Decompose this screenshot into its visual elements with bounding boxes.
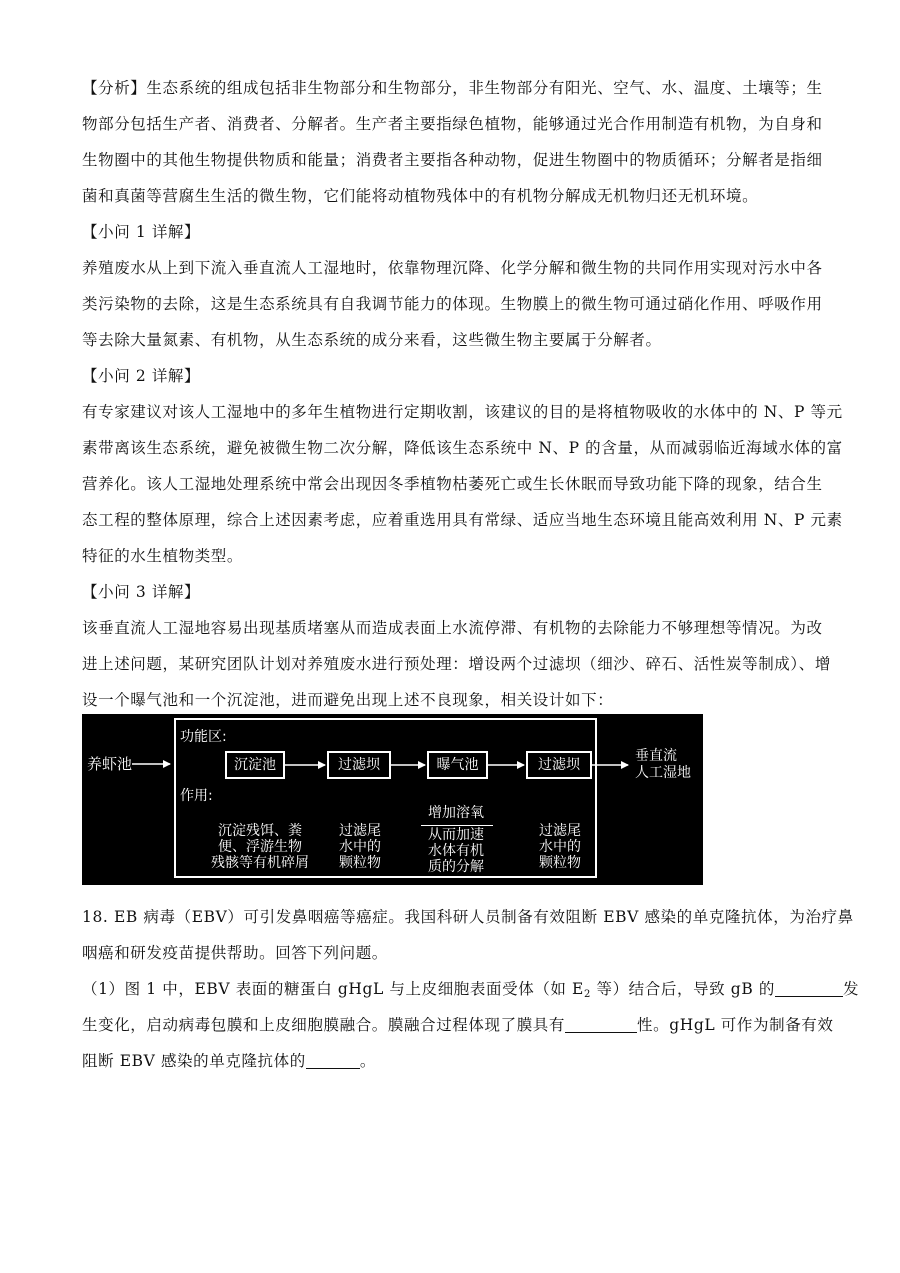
function-text: 质的分解 — [428, 859, 484, 875]
q3-line: 该垂直流人工湿地容易出现基质堵塞从而造成表面上水流停滞、有机物的去除能力不够理想等情况。为改 — [82, 619, 823, 637]
source-label: 养虾池 — [87, 755, 133, 773]
stage-box: 过滤坝 — [526, 751, 592, 779]
q2-line: 特征的水生植物类型。 — [82, 547, 244, 565]
function-text: 水中的 — [539, 839, 581, 855]
q3-heading: 【小问 3 详解】 — [82, 583, 201, 601]
function-text: 沉淀残饵、粪 — [218, 823, 302, 839]
function-text: 残骸等有机碎屑 — [211, 855, 309, 871]
analysis-line: 【分析】生态系统的组成包括非生物部分和生物部分，非生物部分有阳光、空气、水、温度、土壤等；生 — [82, 79, 823, 97]
analysis-line: 菌和真菌等营腐生生活的微生物，它们能将动植物残体中的有机物分解成无机物归还无机环境。 — [82, 187, 759, 205]
stage-box: 沉淀池 — [225, 751, 285, 779]
q18-part1-line — [82, 1051, 822, 1071]
function-text: 水中的 — [339, 839, 381, 855]
q1-heading: 【小问 1 详解】 — [82, 223, 201, 241]
stage-box: 过滤坝 — [327, 751, 391, 779]
q18-text: 等）结合后，导致 gB 的 — [590, 980, 775, 998]
function-text: 便、浮游生物 — [218, 839, 302, 855]
q1-line: 类污染物的去除，这是生态系统具有自我调节能力的体现。生物膜上的微生物可通过硝化作用、呼吸作用 — [82, 295, 823, 313]
function-text: 水体有机 — [428, 843, 484, 859]
q2-line: 态工程的整体原理，综合上述因素考虑，应着重选用具有常绿、适应当地生态环境且能高效利用 N、P 元素 — [82, 511, 843, 529]
q2-heading: 【小问 2 详解】 — [82, 367, 201, 385]
q2-line: 营养化。该人工湿地处理系统中常会出现因冬季植物枯萎死亡或生长休眠而导致功能下降的现象，结合生 — [82, 475, 823, 493]
function-text: 过滤尾 — [339, 823, 381, 839]
answer-blank[interactable] — [775, 980, 843, 997]
answer-blank[interactable] — [306, 1052, 360, 1069]
q18-part1-line — [82, 979, 860, 1000]
q18-line: 18. EB 病毒（EBV）可引发鼻咽癌等癌症。我国科研人员制备有效阻断 EBV 感染的单克隆抗体，为治疗鼻 — [82, 908, 854, 926]
function-text: 过滤尾 — [539, 823, 581, 839]
q18-text: 发 — [842, 980, 860, 998]
q18-part1-line — [82, 1015, 834, 1035]
function-text: 增加溶氧 — [428, 805, 484, 821]
q18-text: （1）图 1 中，EBV 表面的糖蛋白 gHgL 与上皮细胞表面受体（如 E — [82, 980, 584, 998]
q1-line: 养殖废水从上到下流入垂直流人工湿地时，依靠物理沉降、化学分解和微生物的共同作用实现对污水中各 — [82, 259, 823, 277]
stage-box: 曝气池 — [427, 751, 488, 779]
q18-subscript: 2 — [583, 989, 591, 1000]
q3-line: 进上述问题，某研究团队计划对养殖废水进行预处理：增设两个过滤坝（细沙、碎石、活性炭等制成）、增 — [82, 655, 831, 673]
target-label: 人工湿地 — [635, 765, 691, 781]
zone-label: 功能区: — [180, 729, 227, 745]
q18-text: 。 — [359, 1052, 376, 1070]
q18-text: 生变化，启动病毒包膜和上皮细胞膜融合。膜融合过程体现了膜具有 — [82, 1016, 566, 1034]
role-label: 作用: — [180, 788, 213, 804]
q18-line: 咽癌和研发疫苗提供帮助。回答下列问题。 — [82, 944, 388, 962]
function-divider — [421, 825, 493, 826]
function-text: 从而加速 — [428, 827, 484, 843]
q18-text: 性。gHgL 可作为制备有效 — [637, 1016, 834, 1034]
q2-line: 素带离该生态系统，避免被微生物二次分解，降低该生态系统中 N、P 的含量，从而减弱临近海域水体的富 — [82, 439, 843, 457]
function-text: 颗粒物 — [339, 855, 381, 871]
q1-line: 等去除大量氮素、有机物，从生态系统的成分来看，这些微生物主要属于分解者。 — [82, 331, 662, 349]
q2-line: 有专家建议对该人工湿地中的多年生植物进行定期收割，该建议的目的是将植物吸收的水体中的 N、P 等元 — [82, 403, 843, 421]
analysis-line: 生物圈中的其他生物提供物质和能量；消费者主要指各种动物，促进生物圈中的物质循环；分解者是指细 — [82, 151, 823, 169]
target-label: 垂直流 — [635, 748, 677, 764]
q3-line: 设一个曝气池和一个沉淀池，进而避免出现上述不良现象，相关设计如下： — [82, 691, 614, 709]
q18-text: 阻断 EBV 感染的单克隆抗体的 — [82, 1052, 306, 1070]
process-diagram — [82, 714, 703, 885]
analysis-line: 物部分包括生产者、消费者、分解者。生产者主要指绿色植物，能够通过光合作用制造有机物，为自身和 — [82, 115, 823, 133]
function-text: 颗粒物 — [539, 855, 581, 871]
answer-blank[interactable] — [565, 1016, 637, 1033]
